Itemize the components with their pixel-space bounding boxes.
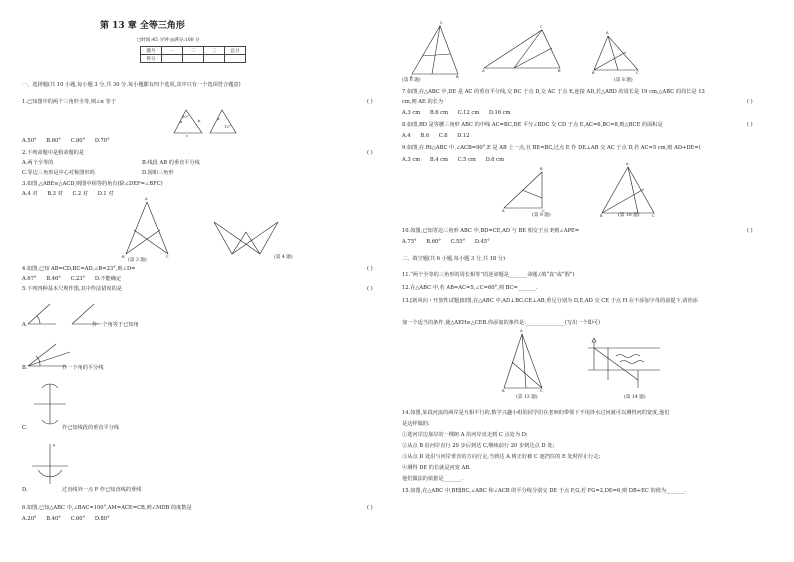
- answer-paren: ( ): [747, 228, 753, 234]
- q9-options: [402, 157, 512, 163]
- q4-option-b[interactable]: B.46°: [46, 276, 61, 282]
- score-cell: 二: [183, 47, 204, 55]
- figure-caption: (第 9 题): [532, 213, 551, 218]
- q6-options: [22, 516, 118, 522]
- svg-text:A: A: [502, 208, 505, 213]
- q1-options: [22, 138, 118, 144]
- q7-figure: [482, 24, 562, 73]
- answer-paren: ( ): [747, 122, 753, 128]
- q10-options: [402, 239, 498, 245]
- q12-stem: 12.在△ABC 中,若 AB=AC=5,∠C=60°,则 BC=_______.: [402, 285, 538, 291]
- svg-text:C: C: [540, 24, 543, 29]
- figure-caption: (第 8 题): [614, 78, 633, 83]
- q7-option-b[interactable]: B.6 cm: [429, 110, 449, 116]
- q7-option-c[interactable]: C.12 cm: [457, 110, 480, 116]
- q10-option-a[interactable]: A.75°: [402, 239, 417, 245]
- q9-stem: 9.如图,在 Rt△ABC 中,∠ACB=90°,E 是 AB 上一点,且 BE=BC,过点 E 作 DE⊥AB 交 AC 于点 D,若 AC=5 cm,则 AD+DE=(: [402, 145, 701, 151]
- q8-option-c[interactable]: C.8: [438, 133, 448, 139]
- q6-option-d[interactable]: D.80°: [94, 516, 110, 522]
- time-score-info: □时间:45 分钟 ◎满分:100 分: [137, 38, 200, 43]
- q5c-figure: [30, 382, 70, 426]
- q4-stem: 4.如图,已知 AB=CD,BC=AD,∠B=23°,则∠D=: [22, 266, 136, 272]
- svg-text:C: C: [166, 254, 169, 259]
- svg-text:50°: 50°: [182, 114, 189, 119]
- q5d-figure: [30, 442, 70, 486]
- figure-caption: (第 14 题): [624, 395, 646, 400]
- svg-text:c: c: [186, 133, 189, 138]
- q9-figure: [502, 166, 562, 213]
- q8-stem: 8.如图,BD 是等腰三角形 ABC 的中线 AC=BC,DE 平分∠BDC 交 CD 于点 E,AC=6,BC=8,则△BCE 的面积是: [402, 122, 663, 128]
- q2-option-a[interactable]: A.两个全等的: [22, 160, 54, 166]
- score-cell: 三: [204, 47, 225, 55]
- q7-stem: 7.如图,在△ABC 中,DE 是 AC 的垂直平分线,交 BC 于点 D,交 AC 于点 E,连接 AD,若△ABD 的周长是 19 cm,△ABC 的周长是 13: [402, 89, 705, 95]
- svg-text:B: B: [558, 68, 561, 73]
- svg-text:a: a: [180, 119, 183, 124]
- q13-figure: [502, 328, 546, 393]
- q14-stem: 14.如图,某段河流的两岸是互相平行的,数学兴趣小组的同学们在老师的带领下不用涉水过河就可以测得河的宽度,他们: [402, 410, 670, 416]
- svg-text:B: B: [592, 70, 595, 75]
- figure-caption: (第 4 题): [274, 255, 293, 260]
- svg-text:B: B: [600, 213, 603, 218]
- answer-paren: ( ): [367, 286, 373, 292]
- q3-options: [22, 191, 121, 197]
- answer-paren: ( ): [747, 99, 753, 105]
- figure-caption: (第 3 题): [128, 258, 147, 263]
- q9-option-c[interactable]: C.5 cm: [457, 157, 476, 163]
- svg-text:A: A: [410, 74, 413, 79]
- q8-figure: [592, 30, 642, 75]
- q5-label-c: C.: [22, 425, 28, 431]
- answer-paren: ( ): [367, 266, 373, 272]
- svg-text:B: B: [540, 166, 543, 171]
- q2-option-d[interactable]: D.圆和三角形: [142, 170, 174, 176]
- svg-text:B: B: [456, 74, 459, 79]
- score-cell[interactable]: [183, 55, 204, 63]
- q4-option-d[interactable]: D.不能确定: [94, 276, 122, 282]
- q9-option-a[interactable]: A.3 cm: [402, 157, 421, 163]
- q6-stem: 6.如图,已知△ABC 中,∠BAC=100°,AM=ACE=CB,则∠MDB 的度数是: [22, 505, 192, 511]
- svg-text:A: A: [626, 161, 629, 166]
- q8-option-b[interactable]: B.6: [420, 133, 430, 139]
- q13-stem: 13.[新风向・开放性试题]如图,在△ABC 中,AD⊥BC,CE⊥AB,垂足分别为 D,E,AD 交 CE 于点 H.在不添加字母的前提下,请你添: [402, 298, 698, 304]
- q14-line: ④测得 DE 的长就是河宽 AB.: [402, 465, 471, 471]
- q14-line: ①选河岸边靠岸的一棵树 A 沿河岸直走到 C 点处为 D;: [402, 432, 528, 438]
- q2-option-c[interactable]: C.等边三角形是中心对称图形吗: [22, 170, 95, 176]
- figure-caption: (第 6 题): [402, 78, 421, 83]
- score-cell[interactable]: [162, 55, 183, 63]
- score-table: [140, 46, 246, 63]
- q8-option-d[interactable]: D.12: [457, 133, 470, 139]
- figure-caption: (第 13 题): [516, 395, 538, 400]
- q1-stem: 1.已知图中的两个三角形全等,则∠α 等于: [22, 99, 116, 105]
- q6-figure: [410, 22, 460, 78]
- q5-caption-d: 过直线外一点 P 作已知直线的垂线: [62, 487, 142, 493]
- q2-option-b[interactable]: B.线段 AB 的垂直平分线: [142, 160, 200, 166]
- page-title: 第 13 章 全等三角形: [100, 21, 185, 31]
- q1-option-d[interactable]: D.70°: [94, 138, 110, 144]
- q4-figure: [212, 218, 280, 258]
- q7-stem2: cm,则 AE 的长为: [402, 99, 444, 105]
- svg-text:P: P: [53, 443, 56, 448]
- q3-option-d[interactable]: D.1 对: [97, 191, 114, 197]
- q10-option-c[interactable]: C.55°: [450, 239, 466, 245]
- q9-option-d[interactable]: D.6 cm: [485, 157, 505, 163]
- svg-text:A: A: [606, 30, 609, 35]
- q3-stem: 3.如图,△ABE≌△ACD,则图中相等的角有(除∠DEF=∠BFC): [22, 181, 163, 187]
- q3-option-b[interactable]: B.3 对: [47, 191, 63, 197]
- q14-line: ③从点 D 处沿与河岸垂直的方向行走,当到达 A 树正好被 C 遮挡住的 E 处时停止行走;: [402, 454, 601, 460]
- score-cell: 得分: [141, 55, 162, 63]
- svg-text:α: α: [217, 116, 220, 121]
- q4-option-a[interactable]: A.67°: [22, 276, 37, 282]
- q14-line: ②从点 B 沿河岸直行 20 步后到达 C,继续前行 20 步到达点 D 处;: [402, 443, 555, 449]
- q3-option-a[interactable]: A.4 对: [22, 191, 38, 197]
- q1-figure: [172, 108, 272, 136]
- q14-line: 是这样做的:: [402, 421, 430, 427]
- q10-figure: [600, 161, 656, 218]
- q7-options: [402, 110, 519, 116]
- svg-text:A: A: [520, 328, 523, 333]
- svg-text:72°: 72°: [224, 124, 231, 129]
- q6-option-a[interactable]: A.20°: [22, 516, 37, 522]
- q3-figure: [122, 196, 172, 259]
- answer-paren: ( ): [367, 150, 373, 156]
- q15-stem: 15.如图,在△ABC 中,BE∥BC,∠ABC 和∠ACB 的平分线分别交 DE 于点 F,G,若 FG=2,DE=6,则 DB+EC 的值为_______.: [402, 488, 686, 494]
- q7-option-a[interactable]: A.3 cm: [402, 110, 421, 116]
- svg-text:A: A: [145, 196, 148, 201]
- svg-text:C: C: [636, 70, 639, 75]
- q5-caption-c: 作已知线段的垂直平分线: [62, 425, 120, 431]
- q6-option-b[interactable]: B.40°: [46, 516, 61, 522]
- q8-options: [402, 133, 477, 139]
- q2-stem: 2.下列命题中是假命题的是: [22, 150, 85, 156]
- svg-text:C: C: [652, 213, 655, 218]
- svg-text:b: b: [198, 118, 201, 123]
- svg-text:C: C: [542, 208, 545, 213]
- q8-option-a[interactable]: A.4: [402, 133, 411, 139]
- q4-option-c[interactable]: C.23°: [70, 276, 86, 282]
- section2-heading: 二、填空题(共 6 小题,每小题 3 分,共 18 分): [402, 256, 506, 262]
- q5-stem: 5.下列四种基本尺规作图,其中作法错误的是: [22, 286, 122, 292]
- svg-text:C: C: [440, 20, 443, 25]
- q5-caption-a: 作一个角等于已知角: [92, 322, 139, 328]
- score-cell: 总分: [225, 47, 246, 55]
- svg-text:C: C: [540, 388, 543, 393]
- q1-option-b[interactable]: B.60°: [46, 138, 61, 144]
- q3-option-c[interactable]: C.2 对: [72, 191, 89, 197]
- q5-label-b: B.: [22, 365, 28, 371]
- svg-text:A: A: [482, 68, 485, 73]
- q10-option-d[interactable]: D.45°: [474, 239, 490, 245]
- q10-stem: 10.如图,已知等边三角形 ABC 中,BD=CE,AD 与 BE 相交于点 P,则∠APE=: [402, 228, 580, 234]
- q6-option-c[interactable]: C.60°: [70, 516, 86, 522]
- q13-stem2: 加一个适当的条件,使△AEH≌△CEB.你添加的条件是:_______________(写出一个即可): [402, 320, 601, 326]
- score-cell: 一: [162, 47, 183, 55]
- score-cell: 题号: [141, 47, 162, 55]
- q5-label-d: D.: [22, 487, 28, 493]
- q4-options: [22, 276, 129, 282]
- q1-option-a[interactable]: A.50°: [22, 138, 37, 144]
- section1-heading: 一、选择题(共 10 小题,每小题 3 分,共 30 分.每小题都有四个选项,其中只有一个选项符合题意): [22, 82, 241, 88]
- q14-figure: [586, 340, 662, 390]
- q9-option-b[interactable]: B.4 cm: [429, 157, 449, 163]
- q14-line: 他们做法的依据是_______.: [402, 476, 464, 482]
- answer-paren: ( ): [367, 505, 373, 511]
- score-cell[interactable]: [225, 55, 246, 63]
- q5-caption-b: 作一个角的平分线: [62, 365, 104, 371]
- q5-label-a: A.: [22, 322, 28, 328]
- answer-paren: ( ): [367, 99, 373, 105]
- q11-stem: 11.“两个全等的三角形的周长相等”的逆命题是_______命题.(填“真”或“假”): [402, 272, 575, 278]
- svg-text:B: B: [122, 254, 125, 259]
- svg-text:B: B: [502, 388, 505, 393]
- q1-option-c[interactable]: C.80°: [70, 138, 86, 144]
- score-cell[interactable]: [204, 55, 225, 63]
- q7-option-d[interactable]: D.16 cm: [488, 110, 511, 116]
- figure-caption: (第 10 题): [618, 213, 640, 218]
- q10-option-b[interactable]: B.60°: [426, 239, 441, 245]
